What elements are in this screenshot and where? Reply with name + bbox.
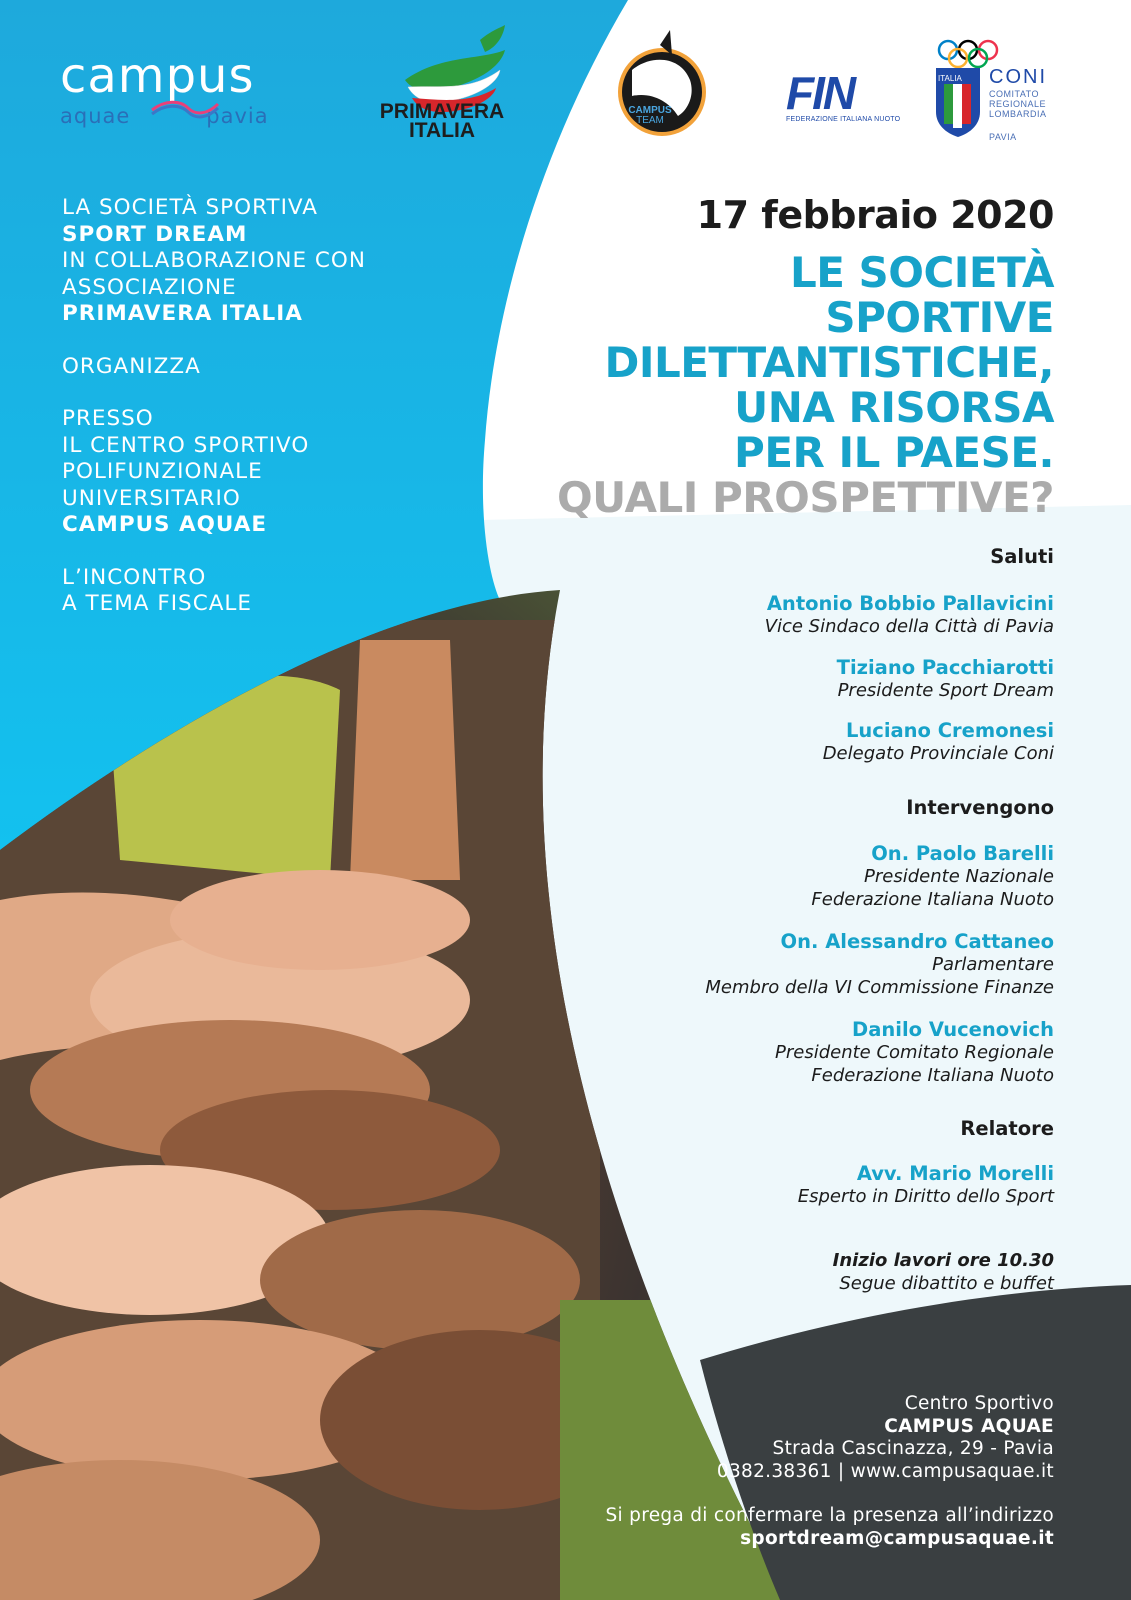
speaker-barelli: On. Paolo Barelli Presidente Nazionale Federazione Italiana Nuoto [811,842,1054,910]
coni-shield-label: ITALIA [938,74,962,83]
campus-logo-word: campus [60,48,255,104]
coni-logo-city: PAVIA [989,132,1017,142]
coni-logo: CONI COMITATO REGIONALE LOMBARDIA [989,66,1047,119]
primavera-logo-line1: PRIMAVERA [379,100,505,123]
primavera-logo-line2: ITALIA [408,119,476,142]
primavera-italia-logo [372,102,512,140]
speaker-vucenovich: Danilo Vucenovich Presidente Comitato Regionale Federazione Italiana Nuoto [775,1018,1054,1086]
speaker-morelli: Avv. Mario Morelli Esperto in Diritto dello Sport [797,1162,1054,1207]
fin-logo-sub: FEDERAZIONE ITALIANA NUOTO [786,116,901,123]
speaker-bobbio: Antonio Bobbio Pallavicini Vice Sindaco della Città di Pavia [764,592,1054,637]
rsvp-info: Si prega di confermare la presenza all’indirizzo sportdream@campusaquae.it [605,1505,1054,1549]
campus-team-logo: CAMPUS TEAM [628,105,672,126]
section-relatore: Relatore [960,1117,1054,1140]
speaker-cattaneo: On. Alessandro Cattaneo Parlamentare Membro della VI Commissione Finanze [705,930,1054,998]
schedule-note: Inizio lavori ore 10.30 Segue dibattito e buffet [832,1250,1054,1294]
speaker-pacchiarotti: Tiziano Pacchiarotti Presidente Sport Dream [836,656,1054,701]
fin-logo [786,67,901,123]
rsvp-email-link[interactable]: sportdream@campusaquae.it [740,1527,1054,1549]
coni-logo-word: CONI [989,66,1047,88]
organizer-intro: LA SOCIETÀ SPORTIVA SPORT DREAM IN COLLABORAZIONE CON ASSOCIAZIONE PRIMAVERA ITALIA ORGANIZZA PRESSO IL CENTRO SPORTIVO POLIFUNZIONALE UNIVERSITARIO CAMPUS AQUAE L’INCONTRO A TEMA FISCALE [62,195,366,616]
venue-info: Centro Sportivo CAMPUS AQUAE Strada Cascinazza, 29 - Pavia 0382.38361 | www.campusaquae.it [716,1393,1054,1482]
event-date: 17 febbraio 2020 [696,193,1054,237]
campus-logo-aquae: aquae [60,104,131,128]
section-intervengono: Intervengono [906,796,1054,819]
section-saluti: Saluti [990,545,1054,568]
event-headline: LE SOCIETÀ SPORTIVE DILETTANTISTICHE, UNA RISORSA PER IL PAESE. QUALI PROSPETTIVE? [556,248,1054,522]
venue-contacts[interactable]: 0382.38361 | www.campusaquae.it [716,1460,1054,1482]
event-question: QUALI PROSPETTIVE? [556,473,1054,522]
campus-logo-pavia: pavia [206,104,269,128]
wave-icon [150,98,220,120]
fin-logo-word: FIN [786,67,855,119]
speaker-cremonesi: Luciano Cremonesi Delegato Provinciale Coni [822,719,1054,764]
